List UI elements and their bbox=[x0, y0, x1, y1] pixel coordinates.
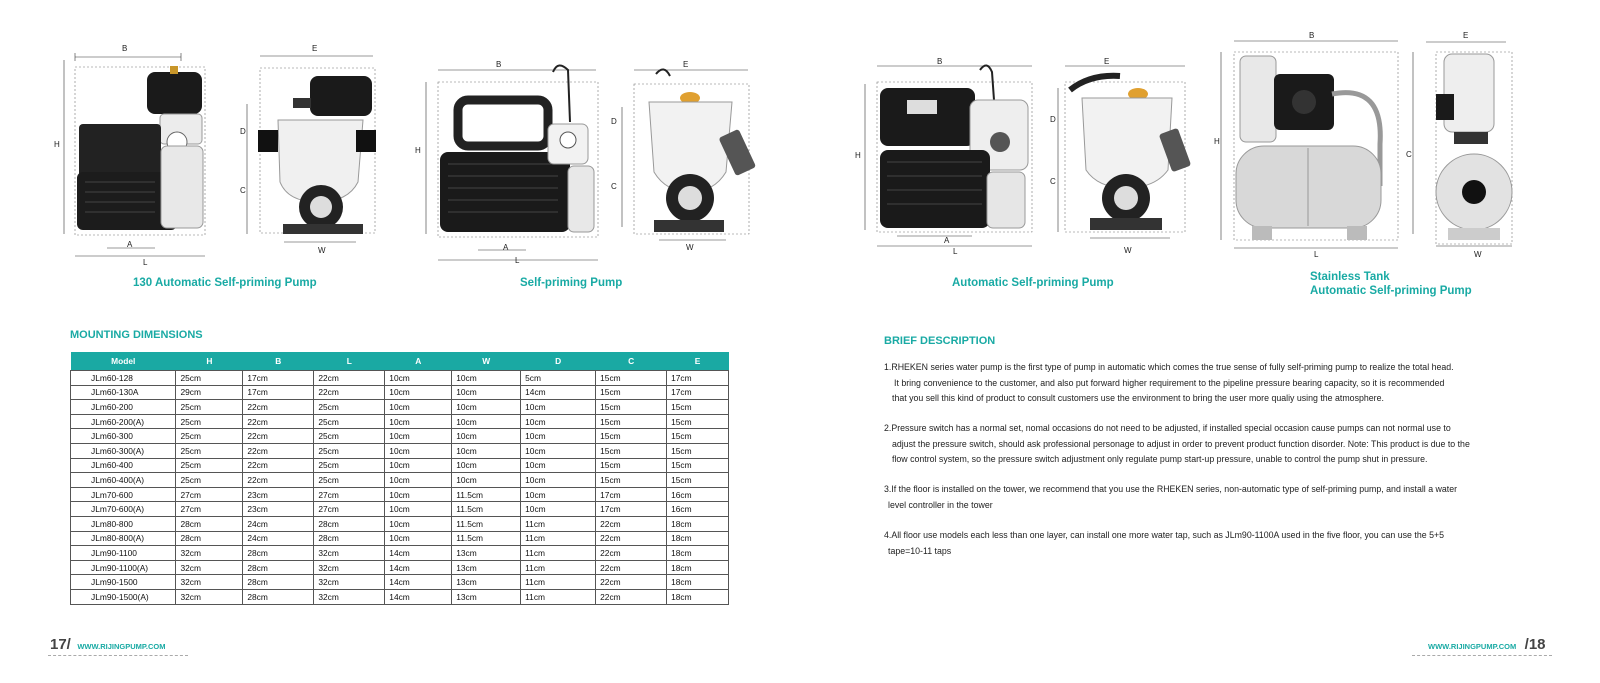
table-row bbox=[71, 531, 729, 546]
mounting-title: MOUNTING DIMENSIONS bbox=[70, 329, 203, 341]
footer-divider-right bbox=[1412, 655, 1552, 656]
dimension-cell: 22cm bbox=[243, 458, 314, 473]
dimension-cell: 22cm bbox=[243, 400, 314, 415]
pump-front-view-130 bbox=[238, 42, 388, 262]
dimension-cell: 11cm bbox=[521, 516, 596, 531]
dimension-cell: 22cm bbox=[243, 473, 314, 488]
product-caption: Automatic Self-priming Pump bbox=[952, 277, 1114, 289]
dimension-cell: 10cm bbox=[521, 458, 596, 473]
dim-label-b: B bbox=[1309, 31, 1315, 40]
dimension-cell: 28cm bbox=[314, 531, 385, 546]
dimension-cell: 25cm bbox=[176, 400, 243, 415]
page-number-right: /18 bbox=[1524, 636, 1546, 653]
dimension-cell: 10cm bbox=[385, 502, 452, 517]
dimension-cell: 18cm bbox=[667, 560, 729, 575]
dimension-cell: 25cm bbox=[314, 414, 385, 429]
product-caption bbox=[1310, 270, 1472, 298]
table-body bbox=[71, 371, 729, 605]
dim-label-h: H bbox=[415, 146, 421, 155]
dim-label-h: H bbox=[855, 151, 861, 160]
dim-label-e: E bbox=[1463, 31, 1469, 40]
dim-label-c: C bbox=[240, 186, 246, 195]
dimension-cell: 11cm bbox=[521, 560, 596, 575]
dimension-cell: 15cm bbox=[667, 443, 729, 458]
column-header: E bbox=[667, 352, 729, 371]
table-row bbox=[71, 487, 729, 502]
dimension-cell: 17cm bbox=[596, 502, 667, 517]
column-header: C bbox=[596, 352, 667, 371]
dim-label-e: E bbox=[1104, 57, 1110, 66]
dimension-cell: 11cm bbox=[521, 575, 596, 590]
dimension-cell: 32cm bbox=[314, 546, 385, 561]
column-header: L bbox=[314, 352, 385, 371]
dimension-cell: 27cm bbox=[176, 502, 243, 517]
dimension-cell: 10cm bbox=[385, 516, 452, 531]
footer-left bbox=[50, 636, 166, 654]
dimension-cell: 25cm bbox=[314, 443, 385, 458]
pump-side-view-auto bbox=[852, 60, 1032, 260]
model-cell: JLm80-800 bbox=[71, 516, 176, 531]
model-cell: JLm60-128 bbox=[71, 371, 176, 386]
table-row bbox=[71, 502, 729, 517]
model-cell: JLm60-300 bbox=[71, 429, 176, 444]
dim-label-h: H bbox=[1214, 137, 1220, 146]
dimension-cell: 10cm bbox=[521, 502, 596, 517]
model-cell: JLm90-1100 bbox=[71, 546, 176, 561]
paragraph-line: that you sell this kind of product to consult customers use the environment to bring the user more qualiy using the atmosphere. bbox=[892, 393, 1384, 403]
model-cell: JLm60-400 bbox=[71, 458, 176, 473]
dimension-cell: 18cm bbox=[667, 546, 729, 561]
dimension-cell: 27cm bbox=[176, 487, 243, 502]
mounting-dimensions-table bbox=[70, 352, 729, 605]
dimension-cell: 11.5cm bbox=[452, 516, 521, 531]
dimension-cell: 11cm bbox=[521, 531, 596, 546]
dim-label-e: E bbox=[312, 44, 318, 53]
dimension-cell: 22cm bbox=[596, 589, 667, 604]
paragraph-line: level controller in the tower bbox=[888, 499, 993, 510]
caption-line-1: Stainless Tank bbox=[1310, 271, 1390, 283]
model-cell: JLm60-400(A) bbox=[71, 473, 176, 488]
dimension-cell: 10cm bbox=[452, 385, 521, 400]
dim-label-c: C bbox=[1050, 177, 1056, 186]
model-cell: JLm70-600(A) bbox=[71, 502, 176, 517]
dimension-cell: 25cm bbox=[314, 473, 385, 488]
dimension-cell: 32cm bbox=[176, 575, 243, 590]
model-cell: JLm90-1100(A) bbox=[71, 560, 176, 575]
table-header-row bbox=[71, 352, 729, 371]
dim-label-d: D bbox=[240, 127, 246, 136]
dimension-cell: 32cm bbox=[314, 560, 385, 575]
footer-right bbox=[1428, 636, 1546, 654]
dimension-cell: 15cm bbox=[596, 414, 667, 429]
dimension-cell: 11cm bbox=[521, 589, 596, 604]
dimension-cell: 10cm bbox=[385, 371, 452, 386]
footer-divider-left bbox=[48, 655, 188, 656]
paragraph-line: 2.Pressure switch has a normal set, nomal occasions do not need to be adjusted, if installed special occasion cause pumps can not normal use to bbox=[884, 423, 1451, 433]
dimension-cell: 11.5cm bbox=[452, 487, 521, 502]
dim-label-b: B bbox=[122, 44, 128, 53]
caption-line-2: Automatic Self-priming Pump bbox=[1310, 285, 1472, 297]
dimension-cell: 10cm bbox=[385, 458, 452, 473]
column-header: Model bbox=[71, 352, 176, 371]
product-caption: Self-priming Pump bbox=[520, 277, 623, 289]
dimension-cell: 22cm bbox=[596, 516, 667, 531]
dimension-cell: 24cm bbox=[243, 516, 314, 531]
dimension-cell: 16cm bbox=[667, 487, 729, 502]
dim-label-h: H bbox=[54, 140, 60, 149]
dimension-cell: 10cm bbox=[385, 429, 452, 444]
table-row bbox=[71, 414, 729, 429]
dimension-cell: 28cm bbox=[243, 560, 314, 575]
paragraph-line: adjust the pressure switch, should ask professional personage to adjust in order to prevent product function disorder. Note: This product is due to the bbox=[892, 438, 1470, 449]
dimension-cell: 22cm bbox=[243, 414, 314, 429]
column-header: A bbox=[385, 352, 452, 371]
dimension-cell: 22cm bbox=[314, 385, 385, 400]
dimension-cell: 25cm bbox=[176, 414, 243, 429]
dimension-cell: 13cm bbox=[452, 575, 521, 590]
dimension-cell: 14cm bbox=[385, 546, 452, 561]
dimension-cell: 17cm bbox=[243, 371, 314, 386]
dimension-cell: 25cm bbox=[314, 458, 385, 473]
model-cell: JLm60-200 bbox=[71, 400, 176, 415]
pump-side-view-130 bbox=[55, 42, 215, 267]
dimension-cell: 28cm bbox=[314, 516, 385, 531]
table-row bbox=[71, 473, 729, 488]
brief-paragraph-1 bbox=[884, 360, 1534, 407]
dimension-cell: 10cm bbox=[521, 414, 596, 429]
paragraph-line: 4.All floor use models each less than one layer, can install one more water tap, such as JLm90-1100A used in the five floor, you can use the 5+5 bbox=[884, 530, 1444, 540]
dimension-cell: 10cm bbox=[452, 473, 521, 488]
table-row bbox=[71, 560, 729, 575]
brief-paragraph-4 bbox=[884, 528, 1534, 559]
dimension-cell: 32cm bbox=[314, 575, 385, 590]
dimension-cell: 15cm bbox=[596, 443, 667, 458]
column-header: W bbox=[452, 352, 521, 371]
dimension-cell: 10cm bbox=[452, 371, 521, 386]
dimension-cell: 22cm bbox=[314, 371, 385, 386]
dim-label-a: A bbox=[127, 240, 133, 249]
dimension-cell: 10cm bbox=[385, 385, 452, 400]
dimension-cell: 22cm bbox=[596, 531, 667, 546]
dim-label-w: W bbox=[318, 246, 326, 255]
dimension-cell: 11cm bbox=[521, 546, 596, 561]
dimension-cell: 28cm bbox=[243, 589, 314, 604]
dimension-cell: 18cm bbox=[667, 531, 729, 546]
dimension-cell: 5cm bbox=[521, 371, 596, 386]
dimension-cell: 28cm bbox=[176, 516, 243, 531]
dimension-cell: 15cm bbox=[596, 473, 667, 488]
table-row bbox=[71, 400, 729, 415]
dimension-cell: 17cm bbox=[667, 385, 729, 400]
dimension-cell: 15cm bbox=[667, 429, 729, 444]
dim-label-w: W bbox=[686, 243, 694, 252]
dimension-cell: 25cm bbox=[314, 429, 385, 444]
table-row bbox=[71, 443, 729, 458]
dimension-cell: 22cm bbox=[243, 429, 314, 444]
table-row bbox=[71, 546, 729, 561]
column-header: B bbox=[243, 352, 314, 371]
dimension-cell: 10cm bbox=[385, 531, 452, 546]
dimension-cell: 14cm bbox=[385, 575, 452, 590]
dimension-cell: 17cm bbox=[667, 371, 729, 386]
dim-label-w: W bbox=[1474, 250, 1482, 259]
dimension-cell: 28cm bbox=[243, 575, 314, 590]
dimension-cell: 22cm bbox=[243, 443, 314, 458]
dimension-cell: 22cm bbox=[596, 560, 667, 575]
model-cell: JLm90-1500(A) bbox=[71, 589, 176, 604]
table-row bbox=[71, 516, 729, 531]
dimension-cell: 22cm bbox=[596, 575, 667, 590]
dim-label-w: W bbox=[1124, 246, 1132, 255]
dimension-cell: 27cm bbox=[314, 502, 385, 517]
dimension-cell: 10cm bbox=[385, 400, 452, 415]
dimension-cell: 10cm bbox=[452, 414, 521, 429]
dimension-cell: 25cm bbox=[176, 429, 243, 444]
dimension-cell: 10cm bbox=[521, 429, 596, 444]
dimension-cell: 15cm bbox=[596, 385, 667, 400]
dimension-cell: 25cm bbox=[176, 371, 243, 386]
dimension-cell: 32cm bbox=[176, 589, 243, 604]
brief-paragraph-3 bbox=[884, 482, 1534, 513]
dimension-cell: 10cm bbox=[385, 414, 452, 429]
dimension-cell: 10cm bbox=[452, 458, 521, 473]
paragraph-line: tape=10-11 taps bbox=[888, 545, 952, 556]
dimension-cell: 15cm bbox=[667, 400, 729, 415]
dimension-cell: 15cm bbox=[596, 458, 667, 473]
dimension-cell: 28cm bbox=[176, 531, 243, 546]
dimension-cell: 14cm bbox=[385, 589, 452, 604]
dimension-cell: 10cm bbox=[521, 473, 596, 488]
paragraph-line: flow control system, so the pressure switch adjustment only regulate pump start-up pressure, unable to control the pump shut in pressure. bbox=[892, 454, 1428, 464]
dimension-cell: 32cm bbox=[176, 546, 243, 561]
website-link-right[interactable]: WWW.RIJINGPUMP.COM bbox=[1428, 642, 1517, 651]
dimension-cell: 10cm bbox=[521, 443, 596, 458]
dimension-cell: 14cm bbox=[385, 560, 452, 575]
paragraph-line: 3.If the floor is installed on the tower, we recommend that you use the RHEKEN series, non-automatic type of self-priming pump, and install a water bbox=[884, 484, 1458, 494]
dimension-cell: 14cm bbox=[521, 385, 596, 400]
dim-label-b: B bbox=[937, 57, 943, 66]
dimension-cell: 24cm bbox=[243, 531, 314, 546]
table-row bbox=[71, 371, 729, 386]
pump-front-view-auto bbox=[1050, 60, 1190, 250]
dim-label-l: L bbox=[143, 258, 148, 267]
dimension-cell: 13cm bbox=[452, 546, 521, 561]
model-cell: JLm80-800(A) bbox=[71, 531, 176, 546]
dimension-cell: 16cm bbox=[667, 502, 729, 517]
dimension-cell: 25cm bbox=[176, 458, 243, 473]
dimension-cell: 13cm bbox=[452, 560, 521, 575]
dim-label-c: C bbox=[1406, 150, 1412, 159]
dimension-cell: 10cm bbox=[385, 473, 452, 488]
dimension-cell: 18cm bbox=[667, 575, 729, 590]
dimension-cell: 17cm bbox=[596, 487, 667, 502]
brief-paragraph-2 bbox=[884, 421, 1534, 468]
pump-front-view-self-priming bbox=[614, 62, 754, 252]
page-number-left: 17/ bbox=[50, 636, 71, 653]
table-row bbox=[71, 589, 729, 604]
dimension-cell: 32cm bbox=[314, 589, 385, 604]
brief-description-title: BRIEF DESCRIPTION bbox=[884, 335, 996, 347]
dim-label-l: L bbox=[953, 247, 958, 256]
table-row bbox=[71, 575, 729, 590]
dim-label-a: A bbox=[503, 243, 509, 252]
table-row bbox=[71, 458, 729, 473]
dimension-cell: 23cm bbox=[243, 502, 314, 517]
dim-label-b: B bbox=[496, 60, 502, 69]
dim-label-a: A bbox=[944, 236, 950, 245]
dim-label-l: L bbox=[515, 256, 520, 265]
dimension-cell: 10cm bbox=[452, 429, 521, 444]
dim-label-l: L bbox=[1314, 250, 1319, 259]
dimension-cell: 22cm bbox=[596, 546, 667, 561]
dimension-cell: 23cm bbox=[243, 487, 314, 502]
dimension-cell: 25cm bbox=[176, 443, 243, 458]
dimension-cell: 18cm bbox=[667, 516, 729, 531]
dimension-cell: 28cm bbox=[243, 546, 314, 561]
dimension-cell: 32cm bbox=[176, 560, 243, 575]
dim-label-e: E bbox=[683, 60, 689, 69]
model-cell: JLm60-300(A) bbox=[71, 443, 176, 458]
paragraph-line: 1.RHEKEN series water pump is the first type of pump in automatic which comes the true sense of fully self-priming pump to realize the total head. bbox=[884, 362, 1454, 372]
dimension-cell: 15cm bbox=[596, 429, 667, 444]
dimension-cell: 10cm bbox=[452, 400, 521, 415]
column-header: H bbox=[176, 352, 243, 371]
product-caption: 130 Automatic Self-priming Pump bbox=[133, 277, 317, 289]
dimension-cell: 18cm bbox=[667, 589, 729, 604]
table-row bbox=[71, 429, 729, 444]
dimension-cell: 25cm bbox=[176, 473, 243, 488]
dimension-cell: 15cm bbox=[667, 414, 729, 429]
dimension-cell: 10cm bbox=[452, 443, 521, 458]
pump-side-view-self-priming bbox=[408, 62, 608, 262]
dimension-cell: 10cm bbox=[521, 400, 596, 415]
dimension-cell: 25cm bbox=[314, 400, 385, 415]
dimension-cell: 10cm bbox=[385, 487, 452, 502]
dimension-cell: 15cm bbox=[667, 458, 729, 473]
dimension-cell: 29cm bbox=[176, 385, 243, 400]
dimension-cell: 15cm bbox=[596, 400, 667, 415]
paragraph-line: It bring convenience to the customer, and also put forward higher requirement to the pipeline pressure bearing capacity, so it is recommended bbox=[894, 377, 1445, 388]
dimension-cell: 10cm bbox=[521, 487, 596, 502]
dimension-cell: 27cm bbox=[314, 487, 385, 502]
dimension-cell: 11.5cm bbox=[452, 502, 521, 517]
dim-label-d: D bbox=[1050, 115, 1056, 124]
dimension-cell: 15cm bbox=[667, 473, 729, 488]
pump-side-view-tank bbox=[1212, 34, 1402, 254]
model-cell: JLm60-130A bbox=[71, 385, 176, 400]
website-link-left[interactable]: WWW.RIJINGPUMP.COM bbox=[77, 642, 166, 651]
dimension-cell: 15cm bbox=[596, 371, 667, 386]
dimension-cell: 13cm bbox=[452, 589, 521, 604]
dim-label-d: D bbox=[611, 117, 617, 126]
dimension-cell: 10cm bbox=[385, 443, 452, 458]
model-cell: JLm90-1500 bbox=[71, 575, 176, 590]
dim-label-c: C bbox=[611, 182, 617, 191]
pump-front-view-tank bbox=[1408, 34, 1518, 254]
model-cell: JLm70-600 bbox=[71, 487, 176, 502]
table-row bbox=[71, 385, 729, 400]
dimension-cell: 17cm bbox=[243, 385, 314, 400]
dimension-cell: 11.5cm bbox=[452, 531, 521, 546]
model-cell: JLm60-200(A) bbox=[71, 414, 176, 429]
column-header: D bbox=[521, 352, 596, 371]
